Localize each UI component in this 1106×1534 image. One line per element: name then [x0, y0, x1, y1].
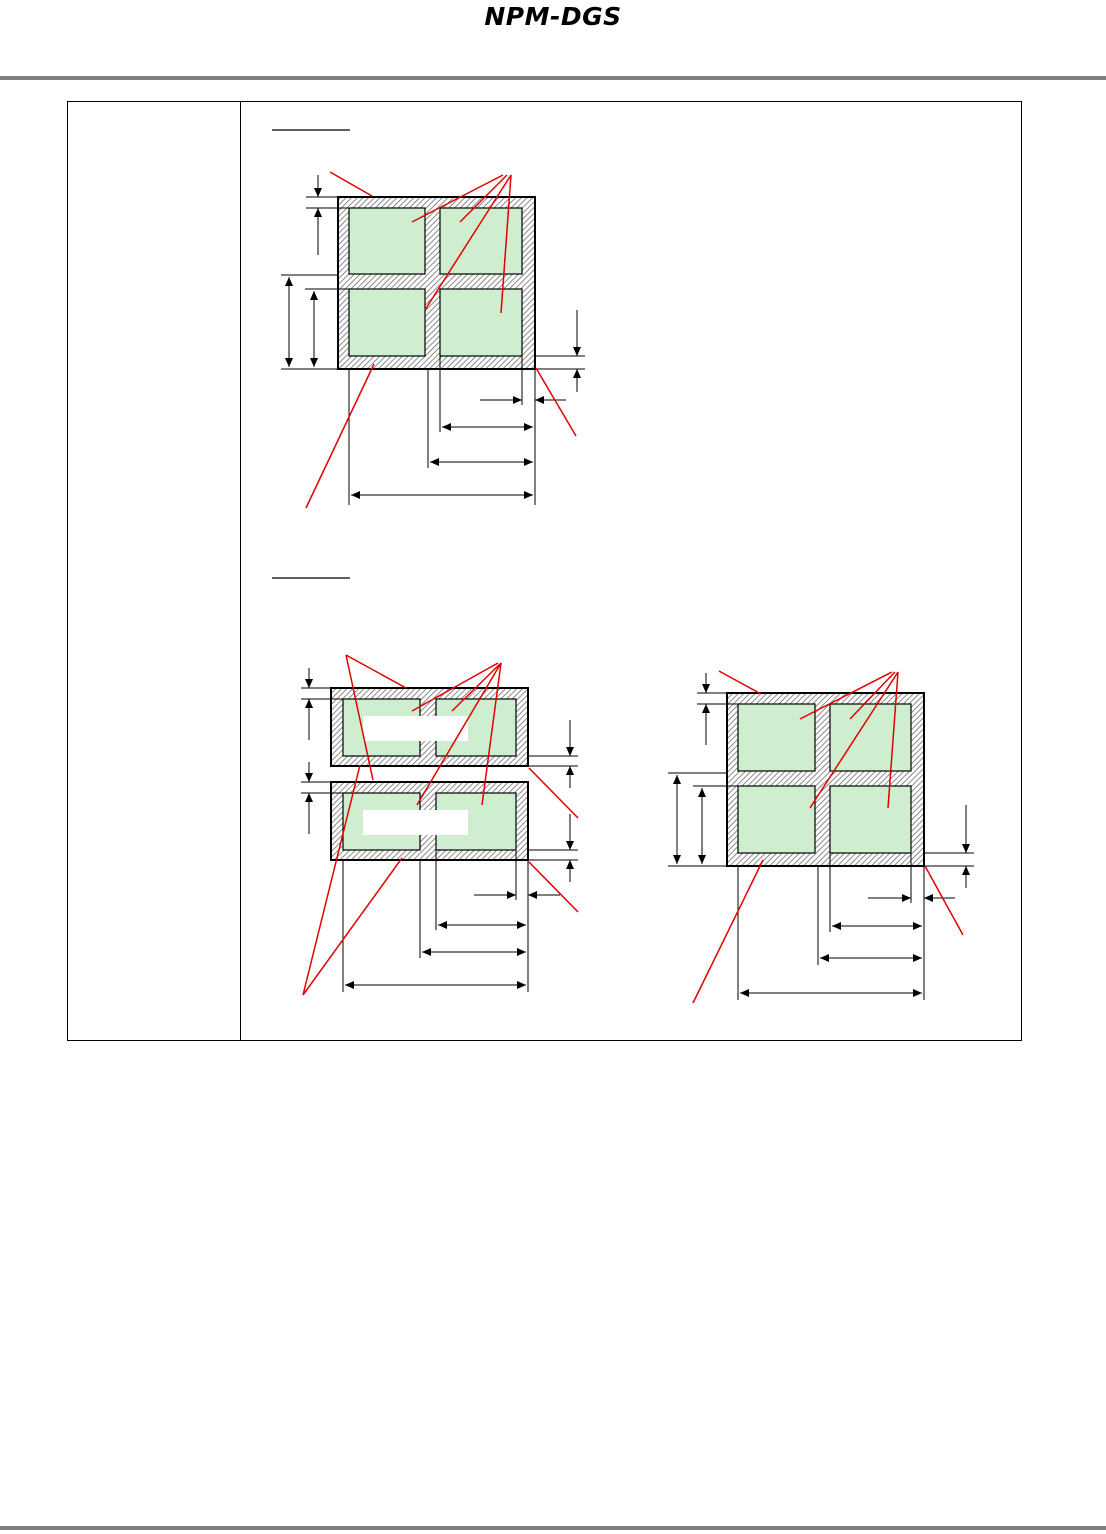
- lower-right-pcb-3: [738, 786, 815, 853]
- lower-left-diagram: [272, 578, 578, 995]
- upper-pcb-2: [440, 208, 522, 274]
- lower-right-pcb-1: [738, 704, 815, 771]
- lower-right-pcb-4: [830, 786, 911, 853]
- footer-rule: [0, 1526, 1106, 1530]
- lower-left-white-label-1: [363, 716, 468, 741]
- upper-diagram: [272, 130, 585, 508]
- lower-left-white-label-2: [363, 810, 468, 835]
- page-header-title: NPM-DGS: [484, 2, 622, 31]
- upper-pcb-4: [440, 289, 522, 356]
- lower-right-diagram: [668, 671, 974, 1003]
- upper-pcb-1: [349, 208, 425, 274]
- upper-pcb-3: [349, 289, 425, 356]
